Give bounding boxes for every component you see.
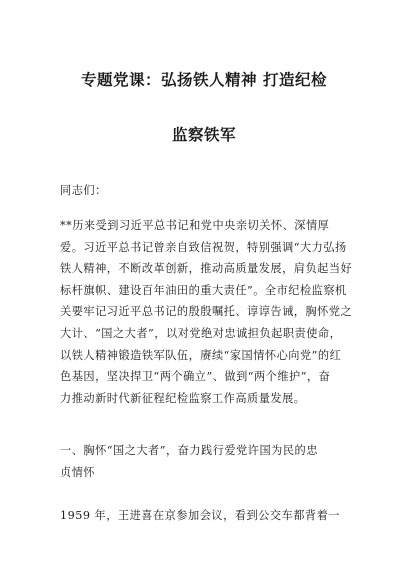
paragraph-line: 关要牢记习近平总书记的殷殷嘱托、谆谆告诫，胸怀党之 [60, 305, 353, 319]
section-heading-1 [60, 440, 352, 483]
paragraph-line: 以铁人精神锻造铁军队伍，赓续“家国情怀心向党”的红 [60, 348, 342, 362]
paragraph-line: 色基因，坚决捍卫“两个确立”、做到“两个维护”，奋 [60, 370, 331, 384]
heading-line: 贞情怀 [60, 465, 96, 479]
paragraph-line: 1959 年，王进喜在京参加会议，看到公交车都背着一 [60, 509, 340, 522]
paragraph-line: 铁人精神，不断改革创新，推动高质量发展，肩负起当好 [60, 262, 353, 276]
paragraph-line: 爱。习近平总书记曾亲自致信祝贺，特别强调“大力弘扬 [60, 240, 347, 254]
document-title-line-2: 监察铁军 [171, 126, 236, 144]
greeting: 同志们： [60, 184, 107, 197]
paragraph-line: 力推动新时代新征程纪检监察工作高质量发展。 [60, 391, 306, 405]
paragraph-line: 标杆旗帜、建设百年油田的重大责任”。全市纪检监察机 [60, 283, 347, 297]
heading-line: 一、胸怀“国之大者”，奋力践行爱党许国为民的忠 [60, 444, 318, 457]
paragraph-line: 大计、“国之大者”，以对党绝对忠诚担负起职责使命， [60, 326, 342, 340]
paragraph-1 [60, 215, 352, 409]
document-title-line-1: 专题党课：弘扬铁人精神 打造纪检 [81, 71, 327, 89]
paragraph-line: **历来受到习近平总书记和党中央亲切关怀、深情厚 [60, 219, 330, 232]
paragraph-2 [60, 505, 352, 527]
